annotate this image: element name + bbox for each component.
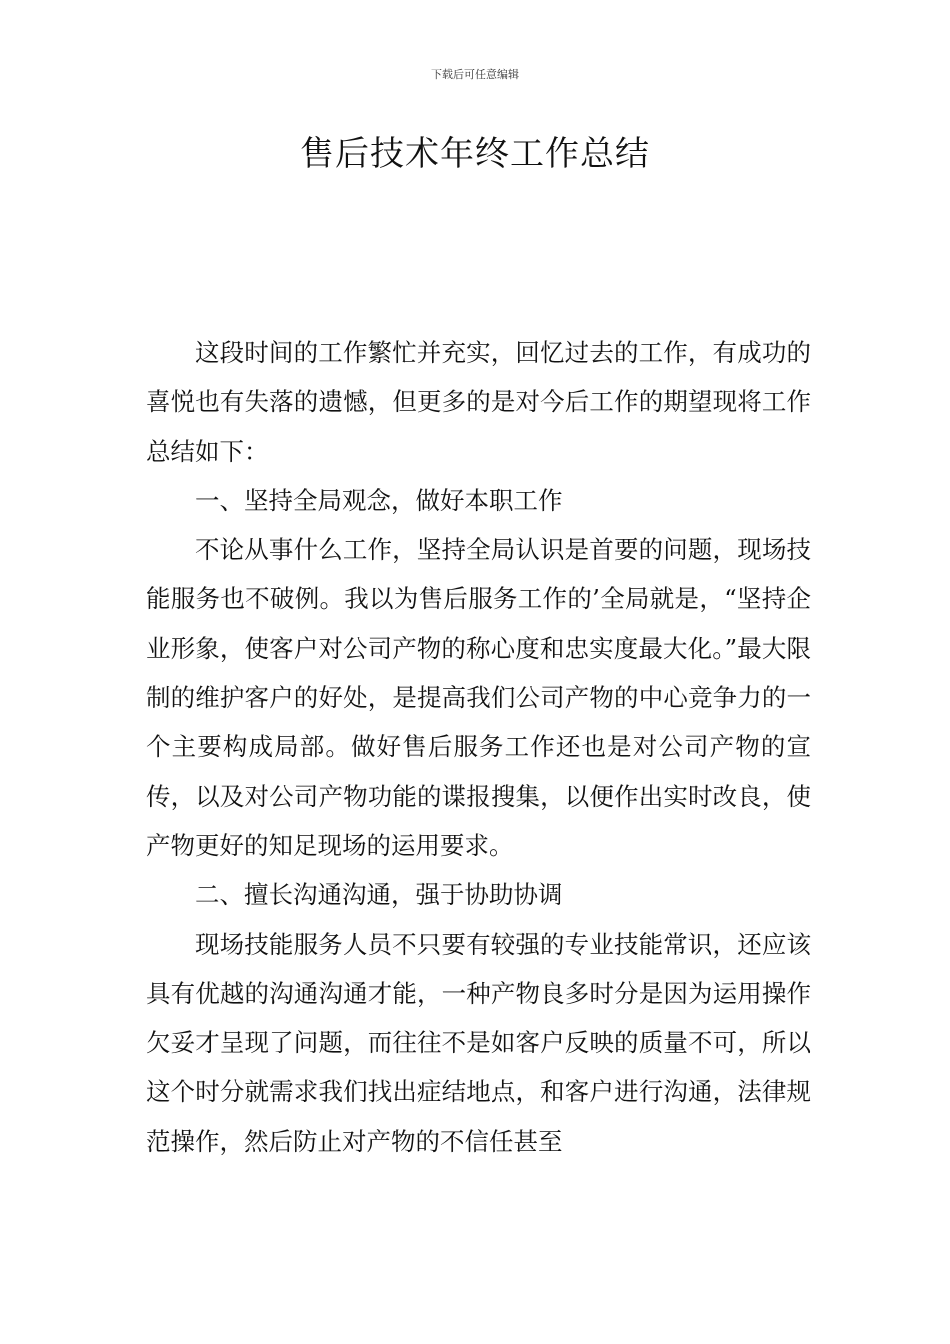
paragraph-section-2: 现场技能服务人员不只要有较强的专业技能常识，还应该具有优越的沟通沟通才能，一种产物良多时分是因为运用操作欠妥才呈现了问题，而往往不是如客户反映的质量不可，所以这个时分就需求我们找出症结地点，和客户进行沟通，法律规范操作，然后防止对产物的不信任甚至: [146, 929, 811, 1156]
paragraph-section-1: 不论从事什么工作，坚持全局认识是首要的问题，现场技能服务也不破例。我以为售后服务工作的’全局就是，“坚持企业形象，使客户对公司产物的称心度和忠实度最大化。”最大限制的维护客户的好处，是提高我们公司产物的中心竞争力的一个主要构成局部。做好售后服务工作还也是对公司产物的宣传，以及对公司产物功能的谍报搜集，以便作出实时改良，使产物更好的知足现场的运用要求。: [146, 535, 811, 860]
section-heading-1: 一、坚持全局观念，做好本职工作: [195, 485, 563, 515]
document-body: [146, 328, 811, 1166]
section-heading-2: 二、擅长沟通沟通，强于协助协调: [195, 880, 563, 910]
paragraph-intro: 这段时间的工作繁忙并充实，回忆过去的工作，有成功的喜悦也有失落的遗憾，但更多的是对今后工作的期望现将工作总结如下：: [146, 338, 811, 466]
header-note: 下载后可任意编辑: [431, 68, 519, 81]
document-title: 售后技术年终工作总结: [300, 134, 650, 174]
